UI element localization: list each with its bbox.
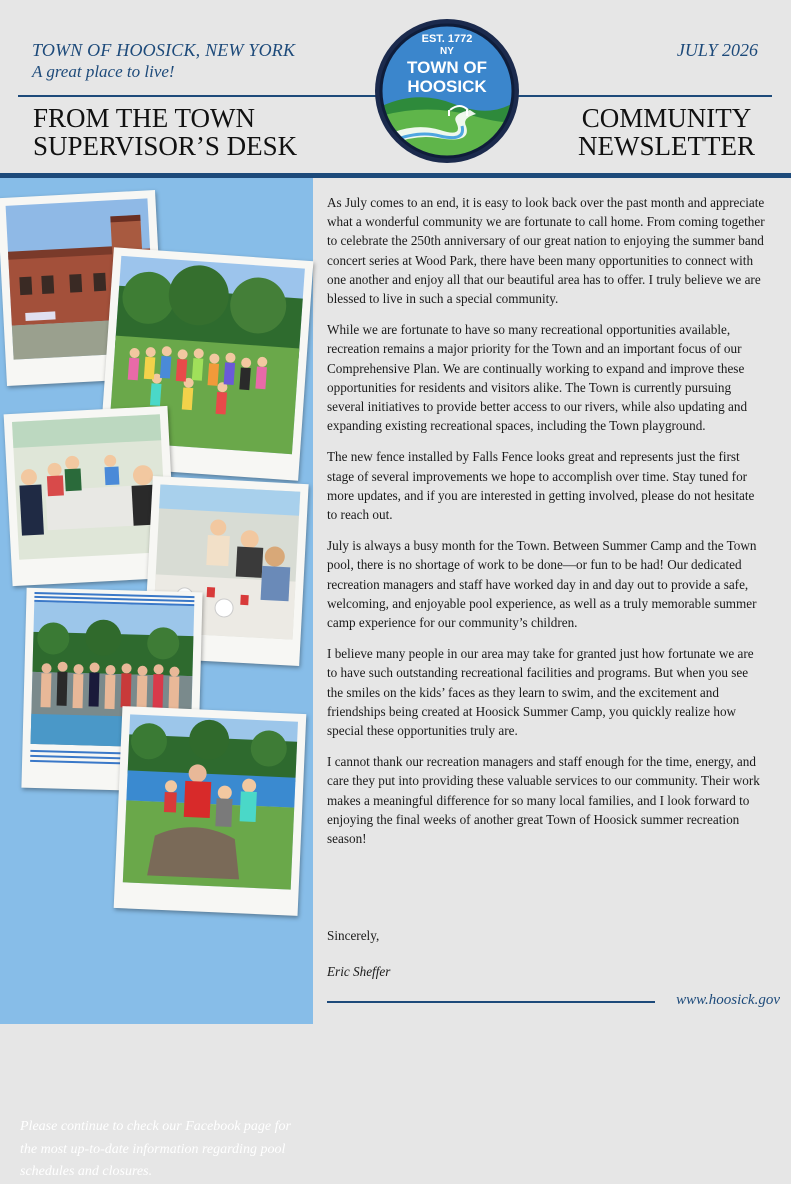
photo-sidebar <box>0 178 313 1179</box>
seal-state: NY <box>440 46 454 57</box>
letter-signature: Eric Sheffer <box>327 964 391 979</box>
footer-rule <box>327 1001 655 1003</box>
newsletter-title-line-2: NEWSLETTER <box>578 131 755 161</box>
letter-paragraph: The new fence installed by Falls Fence looks great and represents just the first stage of several improvements we hope to accomplish over time. Stay tuned for more updates, and if you are interested in getting involved, please do not hesitate to reach out. <box>327 449 755 523</box>
website-link[interactable]: www.hoosick.gov <box>676 992 780 1008</box>
seal-town-line-2: HOOSICK <box>407 77 487 96</box>
newsletter-title-line-1: COMMUNITY <box>581 103 752 133</box>
tagline: A great place to live! <box>32 62 175 81</box>
letter-paragraph: As July comes to an end, it is easy to look back over the past month and appreciate what a wonderful community we are fortunate to call home. From coming together to celebrate the 250th anniversary of our great nation to enjoying the summer band concert series at Wood Park, there have been many opportunities to connect with one another and enjoy all that our beautiful area has to offer. I truly believe we are blessed to live in such a special community. <box>327 195 765 307</box>
issue-date: JULY 2026 <box>676 40 758 60</box>
kids-on-stump-image <box>123 714 298 889</box>
header-rule-right <box>518 95 772 97</box>
letter-paragraph: I believe many people in our area may take for granted just how fortunate we are to have such outstanding recreational facilities and programs. But when you see the smiles on the kids’ faces as they learn to swim, and the excitement and friendships being created at Hoosick Summer Camp, you quickly realize how special these opportunities truly are. <box>327 646 754 739</box>
newsletter-title <box>578 104 755 160</box>
kids-craft-table-image <box>12 414 167 560</box>
seal-town-line-1: TOWN OF <box>407 58 487 77</box>
photo-kids-on-stump <box>114 706 307 916</box>
supervisor-letter <box>327 193 767 860</box>
facebook-reminder-note: Please continue to check our Facebook page for the most up-to-date information regarding pool schedules and closures. <box>20 1119 291 1179</box>
town-name: TOWN OF HOOSICK, NEW YORK <box>32 40 296 60</box>
section-title-line-2: SUPERVISOR’S DESK <box>33 131 298 161</box>
header-rule-left <box>18 95 378 97</box>
seal-established: EST. 1772 <box>421 33 473 45</box>
section-title-line-1: FROM THE TOWN <box>33 103 256 133</box>
letter-closing: Sincerely, <box>327 928 380 943</box>
newsletter-header <box>0 0 791 178</box>
letter-paragraph: July is always a busy month for the Town. Between Summer Camp and the Town pool, there is no shortage of work to be done—or fun to be had! Our dedicated recreation managers and staff have worked day in and day out to provide a safe, welcoming, and enjoyable pool experience, as well as a truly memorable summer camp experience for our community’s children. <box>327 538 757 631</box>
seal-town-name <box>374 58 520 96</box>
letter-paragraph: I cannot thank our recreation managers and staff enough for the time, energy, and care they put into providing these valuable services to our community. Their work makes a meaningful difference for so many local families, and I look forward to enjoying the final weeks of another great Town of Hoosick summer recreation season! <box>327 754 760 847</box>
letter-paragraph: While we are fortunate to have so many recreational opportunities available, recreation remains a major priority for the Town and an important focus of our Comprehensive Plan. We are continually working to expand and improve these opportunities for residents and visitors alike. The Town is currently pursuing several initiatives to provide better access to our rivers, while also updating and expanding existing recreational spaces, including the Town playground. <box>327 322 748 434</box>
section-title <box>33 104 297 160</box>
town-seal-logo <box>374 18 520 164</box>
